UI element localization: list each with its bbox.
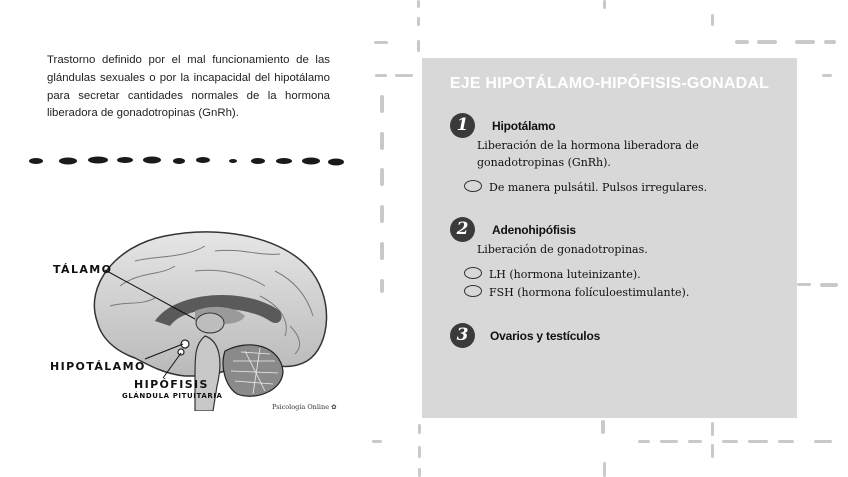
bullet-text: De manera pulsátil. Pulsos irregulares. bbox=[489, 181, 708, 194]
section-1-number: 1 bbox=[450, 113, 475, 138]
oval-bullet-icon bbox=[464, 267, 482, 279]
label-hipotalamo: HIPOTÁLAMO bbox=[50, 360, 146, 373]
section-2-text-line-1: Liberación de gonadotropinas. bbox=[477, 243, 648, 256]
section-2-title: Adenohipófisis bbox=[492, 223, 576, 237]
label-talamo: TÁLAMO bbox=[53, 263, 113, 276]
credit-text: Psicología Online bbox=[272, 403, 330, 411]
intro-paragraph: Trastorno definido por el mal funcionamiento de las glándulas sexuales o por la incapacidal del hipotálamo para secretar cantidades normales de la hormona liberadora de gonadotropinas (GnRh). bbox=[47, 54, 330, 120]
panel-title: EJE HIPOTÁLAMO-HIPÓFISIS-GONADAL bbox=[449, 75, 770, 92]
section-1-bullet-1 bbox=[464, 180, 707, 194]
section-2-bullet-2 bbox=[464, 285, 689, 299]
image-credit bbox=[272, 403, 337, 411]
section-2-bullet-1 bbox=[464, 267, 641, 281]
label-hipofisis: HIPÓFISIS bbox=[134, 378, 209, 391]
section-1-text-line-2: gonadotropinas (GnRh). bbox=[477, 156, 611, 169]
brain-logo-icon: ✿ bbox=[331, 403, 337, 411]
bullet-text: FSH (hormona folículoestimulante). bbox=[489, 286, 690, 299]
section-2-number: 2 bbox=[450, 217, 475, 242]
axis-panel bbox=[422, 58, 797, 418]
section-3-title: Ovarios y testículos bbox=[490, 329, 601, 343]
oval-bullet-icon bbox=[464, 180, 482, 192]
section-1-title: Hipotálamo bbox=[492, 119, 556, 133]
section-1-text-line-1: Liberación de la hormona liberadora de bbox=[477, 139, 699, 152]
section-3-number: 3 bbox=[450, 323, 475, 348]
label-glandula-pituitaria: GLÁNDULA PITUITARIA bbox=[122, 392, 223, 400]
bullet-text: LH (hormona luteinizante). bbox=[489, 268, 641, 281]
oval-bullet-icon bbox=[464, 285, 482, 297]
brush-divider bbox=[28, 154, 348, 168]
